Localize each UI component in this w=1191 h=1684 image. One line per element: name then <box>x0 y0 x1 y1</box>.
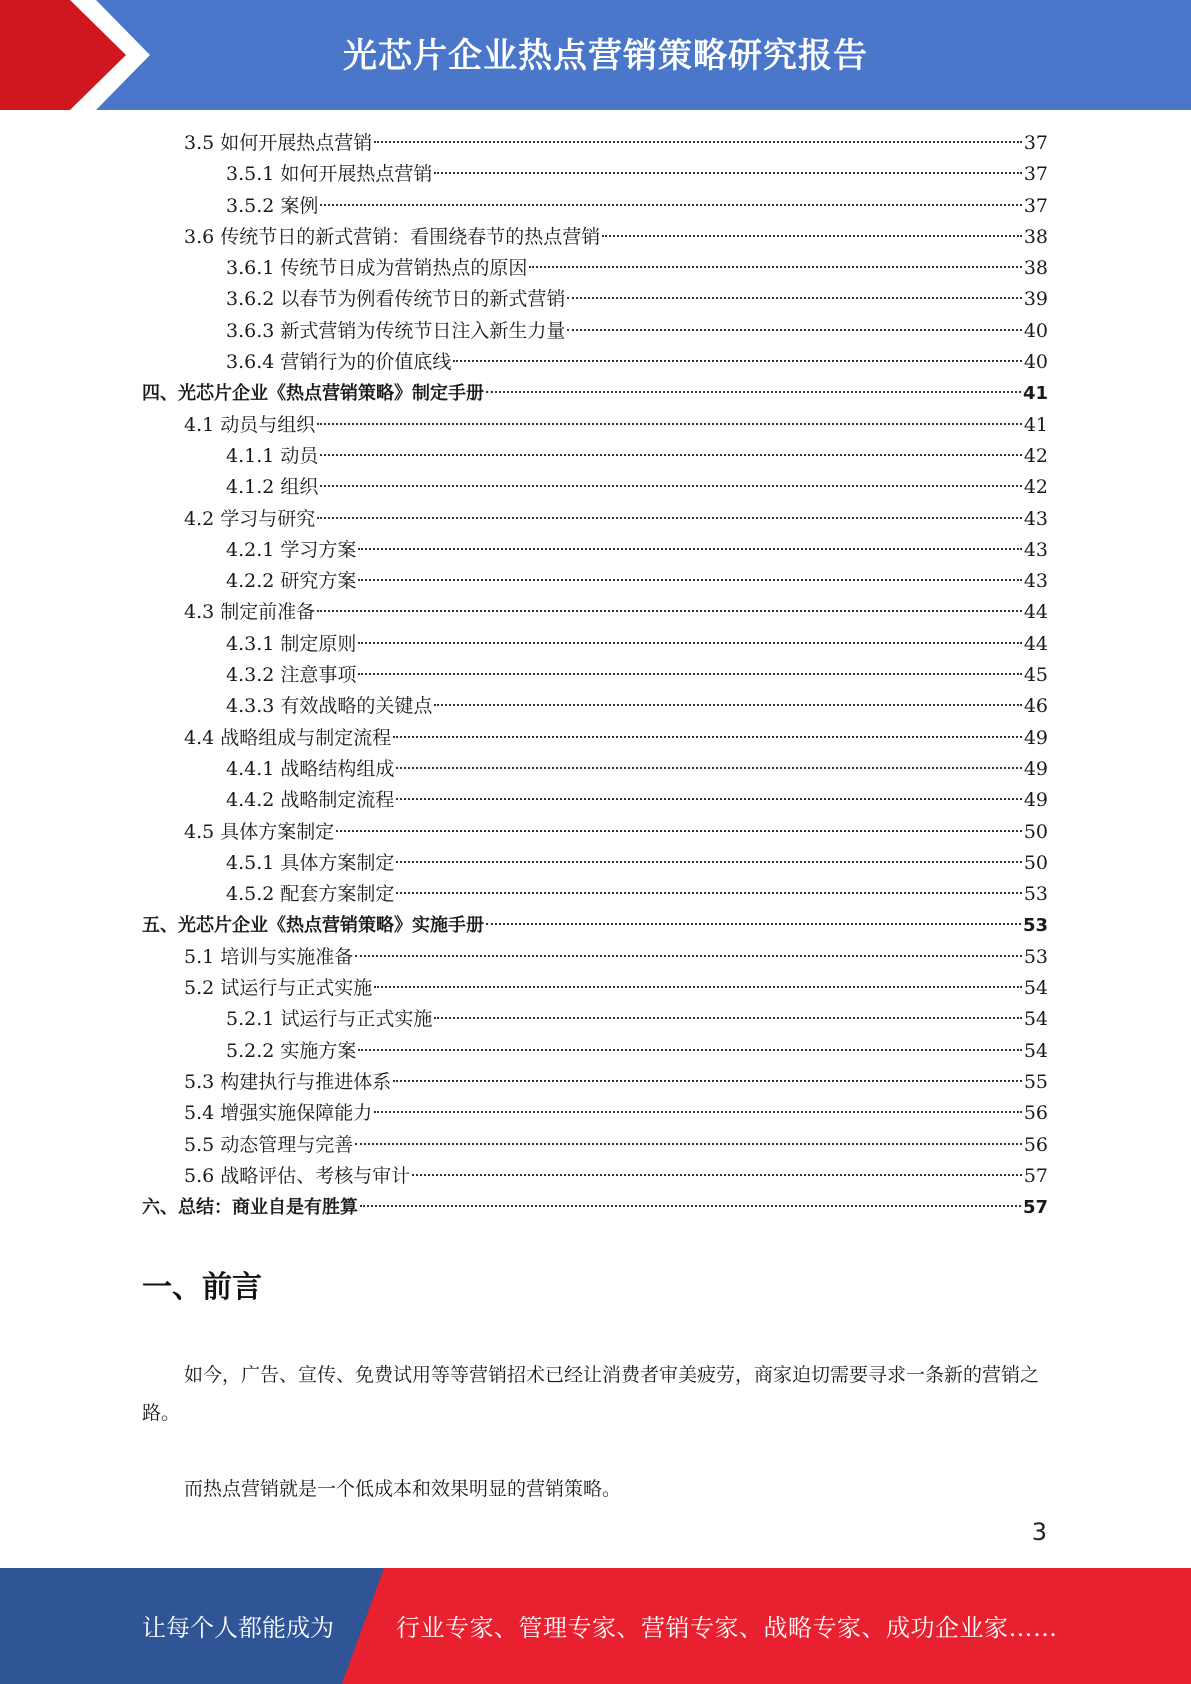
toc-dot-leader <box>486 390 1021 393</box>
footer-slogan-left: 让每个人都能成为 <box>142 1614 334 1642</box>
toc-entry-title: 五、光芯片企业《热点营销策略》实施手册 <box>142 915 484 937</box>
toc-entry[interactable] <box>142 472 1048 503</box>
toc-dot-leader <box>434 703 1021 706</box>
toc-entry[interactable] <box>142 410 1048 441</box>
page-number: 3 <box>1031 1518 1047 1546</box>
toc-entry[interactable] <box>142 566 1048 597</box>
toc-entry-page: 56 <box>1023 1133 1048 1156</box>
toc-dot-leader <box>396 860 1021 863</box>
toc-entry[interactable] <box>142 441 1048 472</box>
toc-entry-title: 3.6.3 新式营销为传统节日注入新生力量 <box>226 319 566 342</box>
toc-entry[interactable] <box>142 1067 1048 1098</box>
toc-dot-leader <box>317 422 1022 425</box>
toc-entry[interactable] <box>142 504 1048 535</box>
toc-dot-leader <box>355 1142 1022 1145</box>
toc-entry-page: 49 <box>1023 726 1048 749</box>
toc-entry-title: 3.6.4 营销行为的价值底线 <box>226 351 452 374</box>
toc-entry-title: 5.2.2 实施方案 <box>226 1039 357 1062</box>
toc-entry-page: 42 <box>1023 444 1048 467</box>
toc-dot-leader <box>393 1079 1022 1082</box>
toc-entry[interactable] <box>142 910 1048 941</box>
toc-entry-page: 40 <box>1023 319 1048 342</box>
toc-entry-title: 4.5.1 具体方案制定 <box>226 851 395 874</box>
toc-entry[interactable] <box>142 378 1048 409</box>
toc-entry-page: 37 <box>1023 163 1048 186</box>
toc-dot-leader <box>320 203 1021 206</box>
toc-entry-title: 六、总结：商业自是有胜算 <box>142 1197 358 1219</box>
toc-entry[interactable] <box>142 660 1048 691</box>
toc-entry-page: 53 <box>1023 945 1048 968</box>
toc-entry-page: 38 <box>1023 257 1048 280</box>
toc-dot-leader <box>396 797 1021 800</box>
header-banner <box>0 0 1191 110</box>
toc-entry-title: 3.5.1 如何开展热点营销 <box>226 163 433 186</box>
table-of-contents <box>142 128 1048 1223</box>
toc-entry-page: 49 <box>1023 757 1048 780</box>
toc-entry-page: 37 <box>1023 132 1048 154</box>
toc-entry-page: 46 <box>1023 695 1048 718</box>
toc-entry[interactable] <box>142 629 1048 660</box>
paragraph: 而热点营销就是一个低成本和效果明显的营销策略。 <box>184 1478 622 1500</box>
toc-entry-title: 5.6 战略评估、考核与审计 <box>184 1164 411 1187</box>
toc-entry[interactable] <box>142 284 1048 315</box>
toc-entry-title: 3.6.2 以春节为例看传统节日的新式营销 <box>226 288 566 311</box>
toc-dot-leader <box>317 609 1022 612</box>
toc-entry[interactable] <box>142 128 1048 159</box>
toc-entry-title: 4.3.1 制定原则 <box>226 632 357 655</box>
toc-dot-leader <box>358 672 1021 675</box>
toc-entry[interactable] <box>142 785 1048 816</box>
toc-entry[interactable] <box>142 723 1048 754</box>
toc-entry[interactable] <box>142 347 1048 378</box>
toc-dot-leader <box>434 171 1021 174</box>
toc-entry-page: 57 <box>1022 1197 1048 1219</box>
toc-entry-page: 53 <box>1022 915 1048 937</box>
toc-entry-page: 56 <box>1023 1102 1048 1125</box>
toc-dot-leader <box>602 234 1022 237</box>
toc-entry[interactable] <box>142 1130 1048 1161</box>
toc-entry-page: 40 <box>1023 351 1048 374</box>
toc-entry-page: 54 <box>1023 977 1048 1000</box>
toc-dot-leader <box>374 1110 1022 1113</box>
toc-entry[interactable] <box>142 597 1048 628</box>
toc-entry[interactable] <box>142 535 1048 566</box>
toc-entry-title: 5.1 培训与实施准备 <box>184 945 354 968</box>
toc-dot-leader <box>358 547 1021 550</box>
footer-slogan-right: 行业专家、管理专家、营销专家、战略专家、成功企业家…… <box>396 1614 1058 1642</box>
footer-banner <box>0 1568 1191 1684</box>
toc-entry[interactable] <box>142 316 1048 347</box>
toc-entry[interactable] <box>142 1004 1048 1035</box>
toc-dot-leader <box>360 1204 1021 1207</box>
toc-entry-title: 4.4.2 战略制定流程 <box>226 789 395 812</box>
toc-entry-title: 3.6.1 传统节日成为营销热点的原因 <box>226 257 528 280</box>
toc-entry-title: 4.3.3 有效战略的关键点 <box>226 695 433 718</box>
toc-entry-title: 4.2.2 研究方案 <box>226 570 357 593</box>
toc-entry-page: 43 <box>1023 538 1048 561</box>
toc-dot-leader <box>396 891 1021 894</box>
toc-entry-title: 4.5 具体方案制定 <box>184 820 335 843</box>
toc-entry-title: 4.2.1 学习方案 <box>226 538 357 561</box>
toc-entry[interactable] <box>142 159 1048 190</box>
toc-dot-leader <box>453 359 1021 362</box>
toc-entry-title: 5.2 试运行与正式实施 <box>184 977 373 1000</box>
toc-entry-page: 57 <box>1023 1164 1048 1187</box>
toc-entry-page: 50 <box>1023 851 1048 874</box>
toc-entry-page: 44 <box>1023 601 1048 624</box>
document-title: 光芯片企业热点营销策略研究报告 <box>343 36 868 76</box>
toc-dot-leader <box>320 453 1021 456</box>
toc-entry[interactable] <box>142 754 1048 785</box>
toc-entry-title: 3.5.2 案例 <box>226 194 319 217</box>
toc-entry[interactable] <box>142 1036 1048 1067</box>
toc-entry-page: 38 <box>1023 225 1048 248</box>
toc-entry-title: 4.1 动员与组织 <box>184 413 316 436</box>
toc-entry[interactable] <box>142 848 1048 879</box>
toc-entry-title: 4.1.2 组织 <box>226 476 319 499</box>
toc-entry[interactable] <box>142 1161 1048 1192</box>
toc-entry-page: 37 <box>1023 194 1048 217</box>
toc-dot-leader <box>412 1173 1022 1176</box>
toc-dot-leader <box>567 328 1021 331</box>
toc-entry-page: 41 <box>1023 413 1048 436</box>
toc-entry[interactable] <box>142 691 1048 722</box>
toc-entry-page: 50 <box>1023 820 1048 843</box>
toc-entry[interactable] <box>142 973 1048 1004</box>
toc-entry-page: 43 <box>1023 570 1048 593</box>
section-heading: 一、前言 <box>142 1270 262 1305</box>
toc-dot-leader <box>486 922 1021 925</box>
toc-dot-leader <box>358 578 1021 581</box>
toc-entry-title: 3.6 传统节日的新式营销：看围绕春节的热点营销 <box>184 225 601 248</box>
toc-entry-title: 4.1.1 动员 <box>226 444 319 467</box>
toc-entry[interactable] <box>142 942 1048 973</box>
toc-dot-leader <box>396 766 1021 769</box>
toc-entry[interactable] <box>142 222 1048 253</box>
toc-entry-title: 4.3.2 注意事项 <box>226 664 357 687</box>
toc-entry-title: 5.3 构建执行与推进体系 <box>184 1070 392 1093</box>
toc-dot-leader <box>336 829 1022 832</box>
toc-entry-page: 45 <box>1023 664 1048 687</box>
toc-entry-page: 41 <box>1022 383 1048 405</box>
toc-dot-leader <box>355 954 1022 957</box>
toc-entry[interactable] <box>142 817 1048 848</box>
toc-entry-title: 5.4 增强实施保障能力 <box>184 1102 373 1125</box>
toc-dot-leader <box>393 735 1022 738</box>
toc-entry-page: 54 <box>1023 1039 1048 1062</box>
toc-entry-title: 5.5 动态管理与完善 <box>184 1133 354 1156</box>
toc-dot-leader <box>374 985 1022 988</box>
toc-dot-leader <box>358 641 1021 644</box>
paragraph: 如今，广告、宣传、免费试用等等营销招术已经让消费者审美疲劳，商家迫切需要寻求一条新的营销之路。 <box>142 1364 1040 1424</box>
toc-entry-page: 42 <box>1023 476 1048 499</box>
toc-entry[interactable] <box>142 191 1048 222</box>
toc-entry-page: 54 <box>1023 1008 1048 1031</box>
toc-entry-page: 39 <box>1023 288 1048 311</box>
toc-dot-leader <box>529 265 1021 268</box>
toc-dot-leader <box>434 1016 1021 1019</box>
toc-entry-page: 55 <box>1023 1070 1048 1093</box>
toc-dot-leader <box>358 1048 1021 1051</box>
toc-entry-title: 4.3 制定前准备 <box>184 601 316 624</box>
toc-dot-leader <box>317 516 1022 519</box>
toc-entry-title: 4.5.2 配套方案制定 <box>226 883 395 906</box>
toc-entry[interactable] <box>142 879 1048 910</box>
toc-entry[interactable] <box>142 1192 1048 1223</box>
toc-entry-page: 44 <box>1023 632 1048 655</box>
toc-entry-page: 43 <box>1023 507 1048 530</box>
toc-entry-title: 3.5 如何开展热点营销 <box>184 132 373 154</box>
toc-dot-leader <box>320 484 1021 487</box>
toc-entry[interactable] <box>142 1098 1048 1129</box>
toc-entry-title: 4.2 学习与研究 <box>184 507 316 530</box>
toc-dot-leader <box>374 140 1022 143</box>
toc-entry[interactable] <box>142 253 1048 284</box>
toc-entry-title: 四、光芯片企业《热点营销策略》制定手册 <box>142 383 484 405</box>
toc-entry-title: 4.4 战略组成与制定流程 <box>184 726 392 749</box>
toc-entry-page: 49 <box>1023 789 1048 812</box>
toc-entry-title: 5.2.1 试运行与正式实施 <box>226 1008 433 1031</box>
toc-dot-leader <box>567 296 1021 299</box>
toc-entry-page: 53 <box>1023 883 1048 906</box>
toc-entry-title: 4.4.1 战略结构组成 <box>226 757 395 780</box>
